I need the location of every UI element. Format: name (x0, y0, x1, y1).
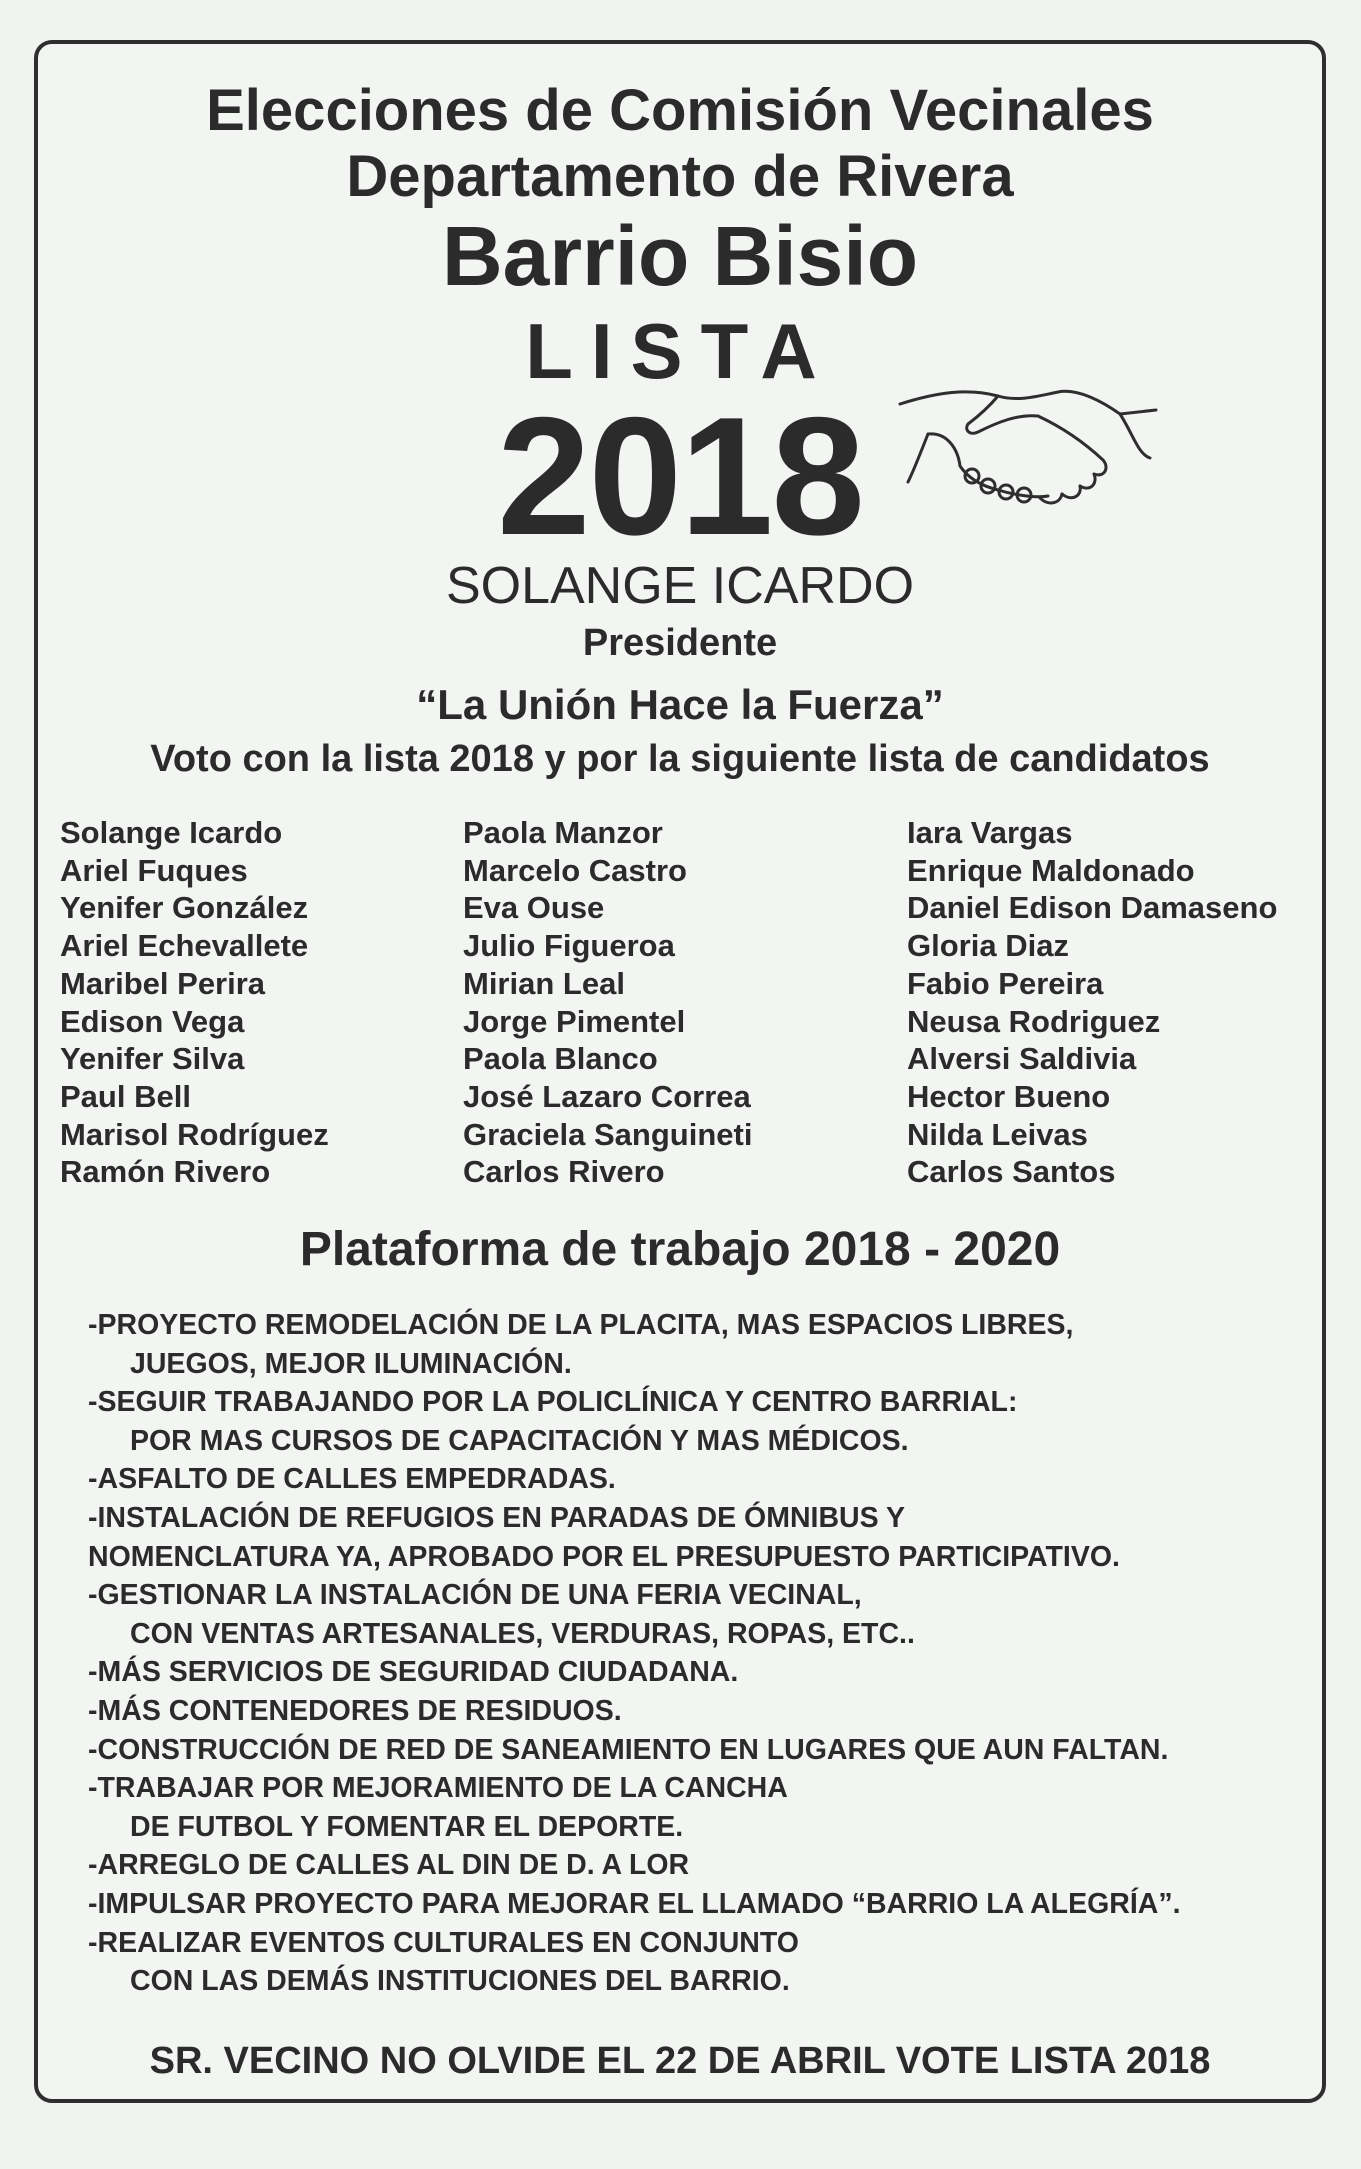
platform-item-continuation: POR MAS CURSOS DE CAPACITACIÓN Y MAS MÉDICOS. (130, 1424, 909, 1457)
department-title: Departamento de Rivera (346, 144, 1014, 209)
candidate-name: Paola Blanco (463, 1041, 658, 1077)
candidate-name: Neusa Rodriguez (907, 1003, 1161, 1039)
platform-item-continuation: JUEGOS, MEJOR ILUMINACIÓN. (130, 1347, 572, 1380)
candidate-name: Carlos Santos (907, 1154, 1116, 1190)
candidate-name: Ariel Echevallete (60, 928, 309, 964)
candidate-name: Yenifer González (60, 890, 309, 926)
platform-item: -CONSTRUCCIÓN DE RED DE SANEAMIENTO EN LUGARES QUE AUN FALTAN. (88, 1733, 1169, 1766)
candidate-name: Paul Bell (60, 1078, 191, 1114)
platform-item: -REALIZAR EVENTOS CULTURALES EN CONJUNTO (88, 1926, 799, 1959)
platform-item: -MÁS CONTENEDORES DE RESIDUOS. (88, 1694, 622, 1727)
candidate-name: Mirian Leal (463, 965, 625, 1001)
candidate-name: Marcelo Castro (463, 852, 687, 888)
candidate-name: Maribel Perira (60, 965, 266, 1001)
candidate-name: Ramón Rivero (60, 1154, 271, 1190)
candidate-name: Daniel Edison Damaseno (907, 890, 1278, 926)
platform-item: -ARREGLO DE CALLES AL DIN DE D. A LOR (88, 1849, 690, 1882)
neighborhood-title: Barrio Bisio (441, 209, 919, 303)
candidates-column-3 (907, 814, 1277, 1191)
handshake-icon (898, 374, 1158, 524)
lista-number: 2018 (497, 382, 863, 570)
candidate-name: Nilda Leivas (907, 1116, 1088, 1152)
platform-item-continuation: CON VENTAS ARTESANALES, VERDURAS, ROPAS, ETC.. (130, 1617, 915, 1650)
candidate-name: Jorge Pimentel (463, 1003, 686, 1039)
candidate-name: Edison Vega (60, 1003, 245, 1039)
candidate-name: Carlos Rivero (463, 1154, 665, 1190)
candidate-name: Paola Manzor (463, 815, 663, 850)
candidate-name: José Lazaro Correa (463, 1078, 751, 1114)
candidate-name: Graciela Sanguineti (463, 1116, 753, 1152)
platform-item-continuation: DE FUTBOL Y FOMENTAR EL DEPORTE. (130, 1810, 684, 1843)
candidates-column-2 (463, 814, 752, 1191)
candidate-name: Hector Bueno (907, 1078, 1111, 1114)
platform-item: -PROYECTO REMODELACIÓN DE LA PLACITA, MAS ESPACIOS LIBRES, (88, 1309, 1074, 1341)
platform-item: -IMPULSAR PROYECTO PARA MEJORAR EL LLAMADO “BARRIO LA ALEGRÍA”. (88, 1887, 1181, 1920)
platform-item: -INSTALACIÓN DE REFUGIOS EN PARADAS DE ÓMNIBUS Y (88, 1501, 906, 1534)
footer-reminder: SR. VECINO NO OLVIDE EL 22 DE ABRIL VOTE LISTA 2018 (149, 2040, 1211, 2082)
candidate-name: Fabio Pereira (907, 965, 1104, 1001)
platform-item: -TRABAJAR POR MEJORAMIENTO DE LA CANCHA (88, 1772, 788, 1805)
platform-item: -GESTIONAR LA INSTALACIÓN DE UNA FERIA VECINAL, (88, 1579, 862, 1612)
candidate-name: Ariel Fuques (60, 852, 248, 888)
platform-title: Plataforma de trabajo 2018 - 2020 (299, 1223, 1061, 1276)
candidate-name: Gloria Diaz (907, 928, 1069, 964)
platform-item: -SEGUIR TRABAJANDO POR LA POLICLÍNICA Y CENTRO BARRIAL: (88, 1386, 1018, 1419)
vote-instruction: Voto con la lista 2018 y por la siguiente lista de candidatos (150, 738, 1210, 780)
candidate-name: Julio Figueroa (463, 928, 675, 964)
president-role: Presidente (582, 622, 778, 664)
slogan: “La Unión Hace la Fuerza” (416, 681, 944, 728)
platform-item-continuation: CON LAS DEMÁS INSTITUCIONES DEL BARRIO. (130, 1965, 790, 1998)
lista-label: LISTA (525, 307, 835, 395)
candidate-name: Marisol Rodríguez (60, 1116, 329, 1152)
platform-item: -MÁS SERVICIOS DE SEGURIDAD CIUDADANA. (88, 1656, 739, 1689)
candidate-name: Enrique Maldonado (907, 852, 1195, 888)
election-title: Elecciones de Comisión Vecinales (206, 78, 1154, 143)
platform-list (88, 1306, 1181, 2001)
ballot-sheet (34, 40, 1326, 2103)
platform-item-continuation: NOMENCLATURA YA, APROBADO POR EL PRESUPUESTO PARTICIPATIVO. (88, 1540, 1120, 1573)
candidates-column-1 (60, 814, 329, 1191)
candidate-name: Eva Ouse (463, 890, 605, 926)
candidate-name: Solange Icardo (60, 815, 283, 850)
candidate-name: Alversi Saldivia (907, 1041, 1137, 1077)
candidate-name: Iara Vargas (907, 815, 1073, 850)
president-name: SOLANGE ICARDO (445, 557, 915, 615)
candidate-name: Yenifer Silva (60, 1041, 245, 1077)
platform-item: -ASFALTO DE CALLES EMPEDRADAS. (88, 1463, 616, 1496)
